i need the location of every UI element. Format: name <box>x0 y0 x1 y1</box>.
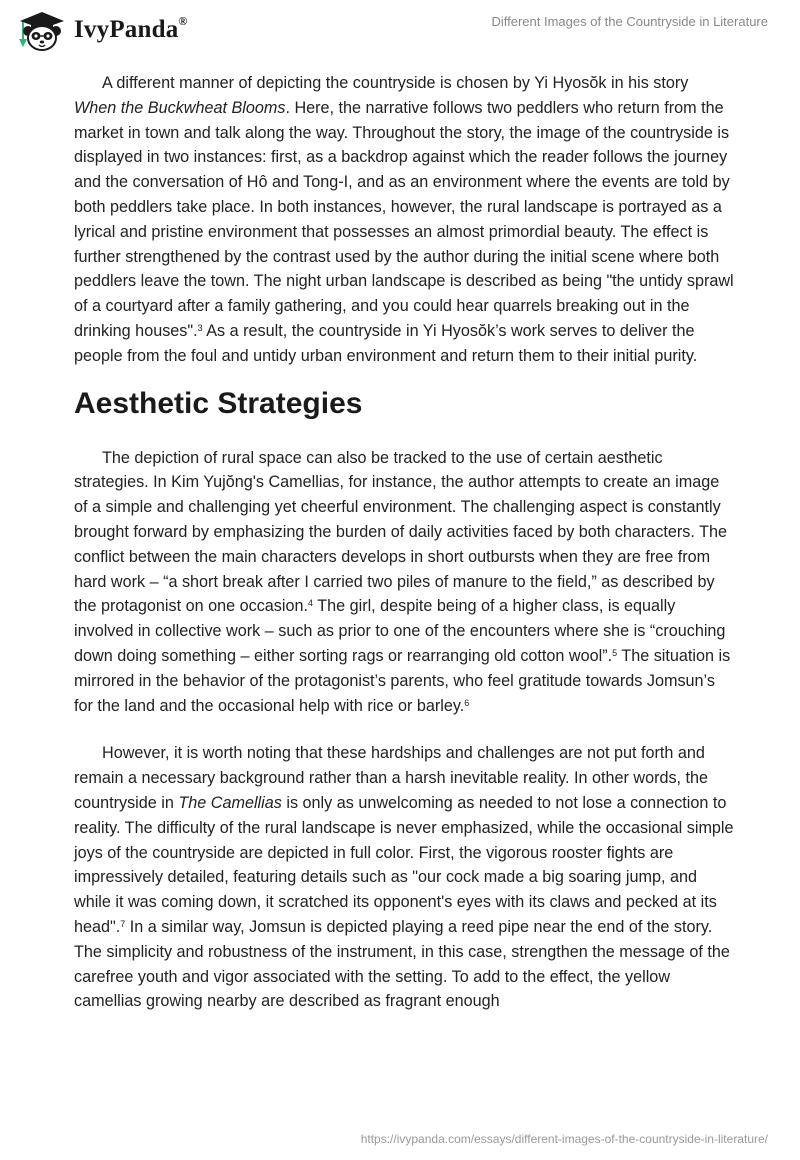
paragraph-3: However, it is worth noting that these hardships and challenges are not put forth and remain a necessary background rather than a harsh inevitable reality. In other words, the countryside in The Camellias is only as unwelcoming as needed to not lose a connection to reality. The difficulty of the rural landscape is never emphasized, while the occasional simple joys of the countryside are depicted in full color. First, the vigorous rooster fights are impressively detailed, featuring details such as "our cock made a big soaring jump, and while it was coming down, it scratched its opponent's eyes with its claws and pecked at its head".$^7$ In a similar way, Jomsun is depicted playing a reed pipe near the end of the story. The simplicity and robustness of the instrument, in this case, strengthen the message of the carefree youth and vigor associated with the setting. To add to the effect, the yellow camellias growing nearby are described as fragrant enough <box>74 744 734 1011</box>
panda-graduate-logo-icon <box>14 9 70 51</box>
footnote-ref[interactable]: 5 <box>612 647 618 658</box>
paragraph-2: The depiction of rural space can also be tracked to the use of certain aesthetic strategies. In Kim Yujŏng's Camellias, for instance, the author attempts to create an image of a simple and challenging yet cheerful environment. The challenging aspect is constantly brought forward by emphasizing the burden of daily activities faced by both characters. The conflict between the main characters develops in short outbursts when they are free from hard work – “a short break after I carried two piles of manure to the field,” as described by the protagonist on one occasion.$^4$ The girl, despite being of a higher class, is equally involved in collective work – such as prior to one of the encounters where she is “crouching down doing something – either sorting rags or rearranging old cotton wool”.$^5$ The situation is mirrored in the behavior of the protagonist’s parents, who feel gratitude towards Jomsun’s for the land and the occasional help with rice or barley.$^6$ <box>74 448 731 715</box>
brand-logo[interactable] <box>14 9 188 51</box>
footnote-ref[interactable]: 4 <box>307 598 313 609</box>
section-heading: Aesthetic Strategies <box>74 386 363 420</box>
brand-name: IvyPanda® <box>74 14 188 43</box>
source-url[interactable]: https://ivypanda.com/essays/different-images-of-the-countryside-in-literature/ <box>360 1132 768 1146</box>
footnote-ref[interactable]: 7 <box>120 918 126 929</box>
footnote-ref[interactable]: 3 <box>197 322 203 333</box>
document-title: Different Images of the Countryside in Literature <box>491 14 768 29</box>
italic-title: When the Buckwheat Blooms <box>74 98 286 117</box>
paragraph-1: A different manner of depicting the countryside is chosen by Yi Hyosŏk in his story When the Buckwheat Blooms. Here, the narrative follows two peddlers who return from the market in town and talk along the way. Throughout the story, the image of the countryside is displayed in two instances: first, as a backdrop against which the reader follows the journey and the conversation of Hô and Tong-I, and as an environment where the events are told by both peddlers take place. In both instances, however, the rural landscape is portrayed as a lyrical and pristine environment that possesses an almost primordial beauty. The effect is further strengthened by the contrast used by the author during the initial scene where both peddlers leave the town. The night urban landscape is described as being "the untidy sprawl of a courtyard after a family gathering, and you could hear quarrels breaking out in the drinking houses".$^3$ As a result, the countryside in Yi Hyosŏk’s work serves to deliver the people from the foul and untidy urban environment and return them to their initial purity. <box>74 74 734 365</box>
page-header <box>0 0 800 60</box>
italic-title: The Camellias <box>178 793 282 812</box>
article-body <box>74 71 734 1014</box>
footnote-ref[interactable]: 6 <box>464 697 470 708</box>
